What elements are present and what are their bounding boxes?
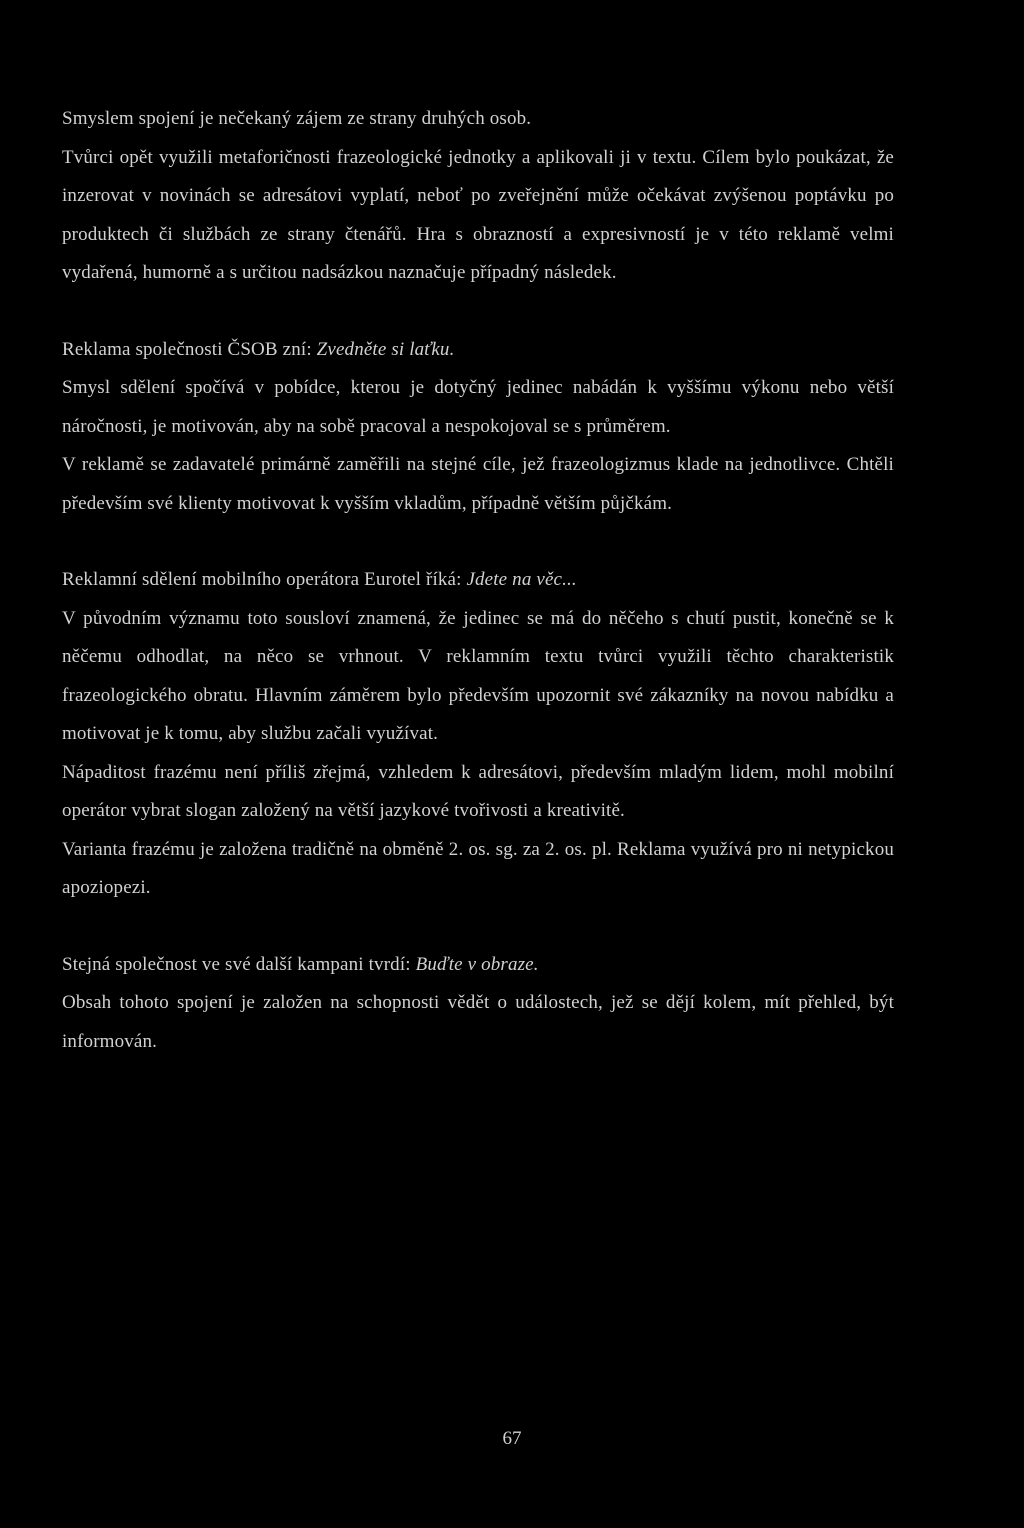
slogan-text: Buďte v obraze. xyxy=(415,953,539,975)
example-intro xyxy=(62,946,894,985)
paragraph: Obsah tohoto spojení je založen na schopnosti vědět o událostech, jež se dějí kolem, mít přehled, být informován. xyxy=(62,992,894,1052)
example-intro xyxy=(62,561,894,600)
slogan-text: Zvedněte si laťku. xyxy=(316,338,455,360)
page-number: 67 xyxy=(502,1428,522,1449)
paragraph-gap xyxy=(62,523,894,561)
paragraph: Smysl sdělení spočívá v pobídce, kterou je dotyčný jedinec nabádán k vyššímu výkonu nebo větší náročnosti, je motivován, aby na sobě pracoval a nespokojoval se s průměrem. xyxy=(62,377,894,437)
paragraph: Varianta frazému je založena tradičně na obměně 2. os. sg. za 2. os. pl. Reklama využívá pro ni netypickou apoziopezi. xyxy=(62,838,894,898)
example-intro-text: Reklamní sdělení mobilního operátora Eurotel říká: xyxy=(62,569,467,590)
document-body xyxy=(62,100,894,1061)
paragraph: Nápaditost frazému není příliš zřejmá, vzhledem k adresátovi, především mladým lidem, mohl mobilní operátor vybrat slogan založený na větší jazykové tvořivosti a kreativitě. xyxy=(62,761,894,821)
paragraph: V původním významu toto sousloví znamená, že jedinec se má do něčeho s chutí pustit, konečně se k něčemu odhodlat, na něco se vrhnout. V reklamním textu tvůrci využili těchto charakteristik frazeologického obratu. Hlavním záměrem bylo především upozornit své zákazníky na novou nabídku a motivovat je k tomu, aby službu začali využívat. xyxy=(62,607,894,744)
paragraph-gap xyxy=(62,293,894,331)
example-intro-text: Stejná společnost ve své další kampani tvrdí: xyxy=(62,953,416,975)
example-intro-text: Reklama společnosti ČSOB zní: xyxy=(62,338,317,360)
paragraph: Smyslem spojení je nečekaný zájem ze strany druhých osob. xyxy=(62,108,532,129)
example-intro xyxy=(62,331,894,370)
paragraph-gap xyxy=(62,908,894,946)
paragraph: Tvůrci opět využili metaforičnosti frazeologické jednotky a aplikovali ji v textu. Cílem bylo poukázat, že inzerovat v novinách se adresátovi vyplatí, neboť po zveřejnění může očekávat zvýšenou poptávku po produktech či službách ze strany čtenářů. Hra s obrazností a expresivností je v této reklamě velmi vydařená, humorně a s určitou nadsázkou naznačuje případný následek. xyxy=(62,146,894,283)
paragraph: V reklamě se zadavatelé primárně zaměřili na stejné cíle, jež frazeologizmus klade na jednotlivce. Chtěli především své klienty motivovat k vyšším vkladům, případně větším půjčkám. xyxy=(62,454,894,514)
slogan-text: Jdete na věc... xyxy=(466,569,577,590)
